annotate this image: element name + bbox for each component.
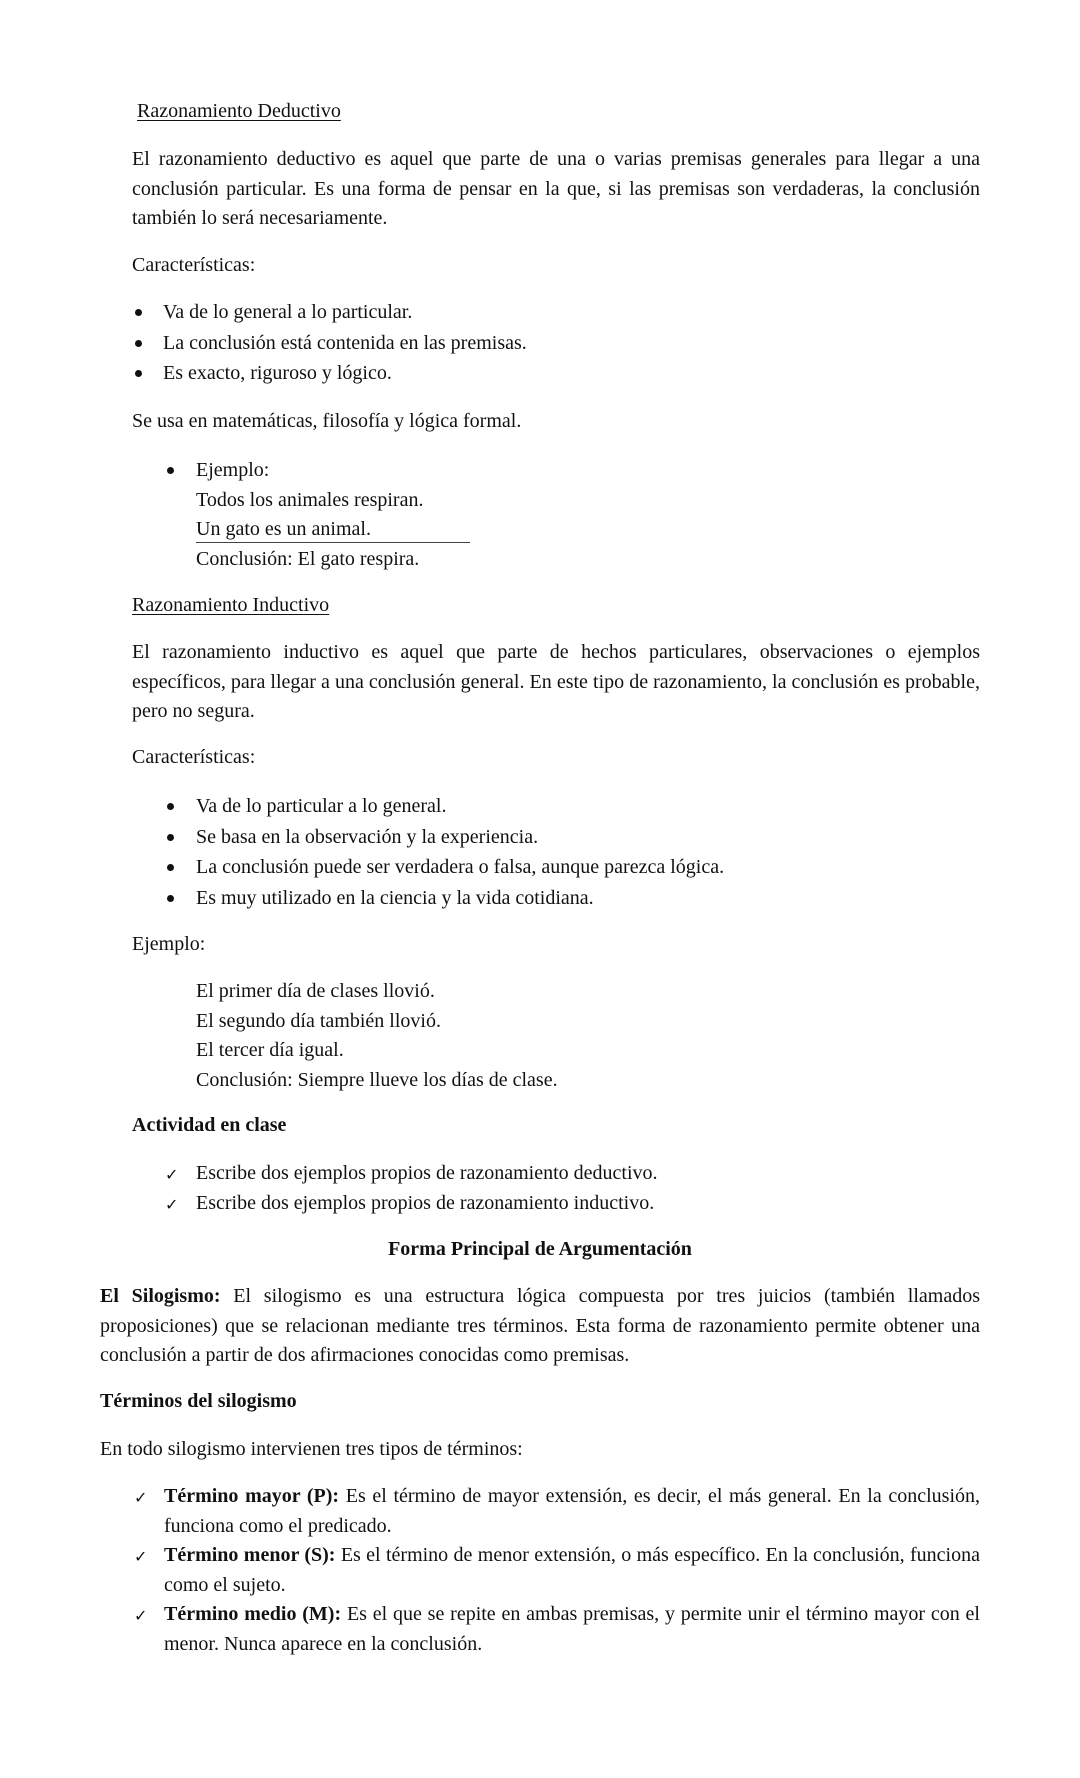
list-item: ✓ Término mayor (P): Es el término de mayor extensión, es decir, el más general. En la conclusión, funciona como el predicado. — [134, 1485, 980, 1537]
term-label: Término medio (M): — [164, 1603, 342, 1625]
activity-list — [132, 1159, 980, 1218]
silogismo-label: El Silogismo: — [100, 1285, 221, 1307]
list-item: La conclusión está contenida en las premisas. — [132, 329, 980, 359]
bullet-icon — [167, 834, 174, 841]
check-icon: ✓ — [134, 1488, 148, 1507]
bullet-icon — [167, 803, 174, 810]
check-icon: ✓ — [134, 1547, 148, 1566]
example-line: El tercer día igual. — [196, 1039, 344, 1061]
terminos-intro: En todo silogismo intervienen tres tipos de términos: — [100, 1438, 523, 1460]
example-line: Todos los animales respiran. — [196, 488, 424, 511]
characteristics-list-inductivo — [132, 792, 980, 913]
example-inductivo — [196, 977, 558, 1095]
bullet-icon — [167, 864, 174, 871]
bullet-icon — [135, 309, 142, 316]
paragraph-inductivo: El razonamiento inductivo es aquel que parte de hechos particulares, observaciones o ejemplos específicos, para llegar a una conclusión general. En este tipo de razonamiento, la conclusión es probable, pero no segura. — [132, 641, 980, 722]
heading-deductivo: Razonamiento Deductivo — [137, 100, 341, 122]
example-label-inductivo: Ejemplo: — [132, 933, 206, 955]
paragraph-silogismo: El Silogismo: El silogismo es una estructura lógica compuesta por tres juicios (también llamados proposiciones) que se relacionan mediante tres términos. Esta forma de razonamiento permite obtener una conclusión a partir de dos afirmaciones conocidas como premisas. — [100, 1285, 980, 1366]
characteristics-label-deductivo: Características: — [132, 254, 256, 276]
example-line-underlined: Un gato es un animal. — [196, 518, 371, 540]
list-item: Va de lo particular a lo general. — [132, 792, 980, 822]
example-deductivo — [132, 456, 732, 574]
list-item: Se basa en la observación y la experiencia. — [132, 823, 980, 853]
example-line: Conclusión: Siempre llueve los días de clase. — [196, 1068, 558, 1091]
usage-text: Se usa en matemáticas, filosofía y lógica formal. — [132, 410, 522, 432]
bullet-icon — [167, 895, 174, 902]
example-line — [132, 515, 732, 545]
list-item: Es muy utilizado en la ciencia y la vida cotidiana. — [132, 884, 980, 914]
terminos-list — [100, 1482, 980, 1659]
list-item: Va de lo general a lo particular. — [132, 298, 980, 328]
example-line: Conclusión: El gato respira. — [196, 547, 420, 570]
characteristics-label-inductivo: Características: — [132, 746, 256, 768]
list-item: Es exacto, riguroso y lógico. — [132, 359, 980, 389]
list-item: ✓ Escribe dos ejemplos propios de razonamiento deductivo. — [132, 1159, 980, 1189]
list-item: ✓ Término menor (S): Es el término de menor extensión, o más específico. En la conclusión, funciona como el sujeto. — [134, 1544, 980, 1596]
bullet-icon — [135, 370, 142, 377]
term-label: Término menor (S): — [164, 1544, 336, 1566]
heading-actividad: Actividad en clase — [132, 1114, 287, 1136]
bullet-icon — [167, 467, 174, 474]
check-icon: ✓ — [165, 1165, 179, 1184]
heading-inductivo: Razonamiento Inductivo — [132, 594, 330, 616]
bullet-icon — [135, 340, 142, 347]
heading-argumentacion: Forma Principal de Argumentación — [388, 1238, 692, 1260]
paragraph-deductivo: El razonamiento deductivo es aquel que parte de una o varias premisas generales para llegar a una conclusión particular. Es una forma de pensar en la que, si las premisas son verdaderas, la conclusión también lo será necesariamente. — [132, 148, 980, 229]
check-icon: ✓ — [165, 1194, 179, 1214]
example-label-row: Ejemplo: — [132, 456, 732, 486]
example-line: El segundo día también llovió. — [196, 1009, 441, 1032]
term-label: Término mayor (P): — [164, 1485, 340, 1507]
list-item: ✓ Término medio (M): Es el que se repite en ambas premisas, y permite unir el término mayor con el menor. Nunca aparece en la conclusión. — [134, 1603, 980, 1655]
check-icon: ✓ — [134, 1606, 148, 1625]
list-item: La conclusión puede ser verdadera o falsa, aunque parezca lógica. — [132, 853, 980, 883]
list-item: ✓ Escribe dos ejemplos propios de razonamiento inductivo. — [132, 1189, 980, 1219]
characteristics-list-deductivo — [132, 298, 980, 389]
heading-terminos: Términos del silogismo — [100, 1390, 297, 1412]
example-line: El primer día de clases llovió. — [196, 980, 435, 1002]
